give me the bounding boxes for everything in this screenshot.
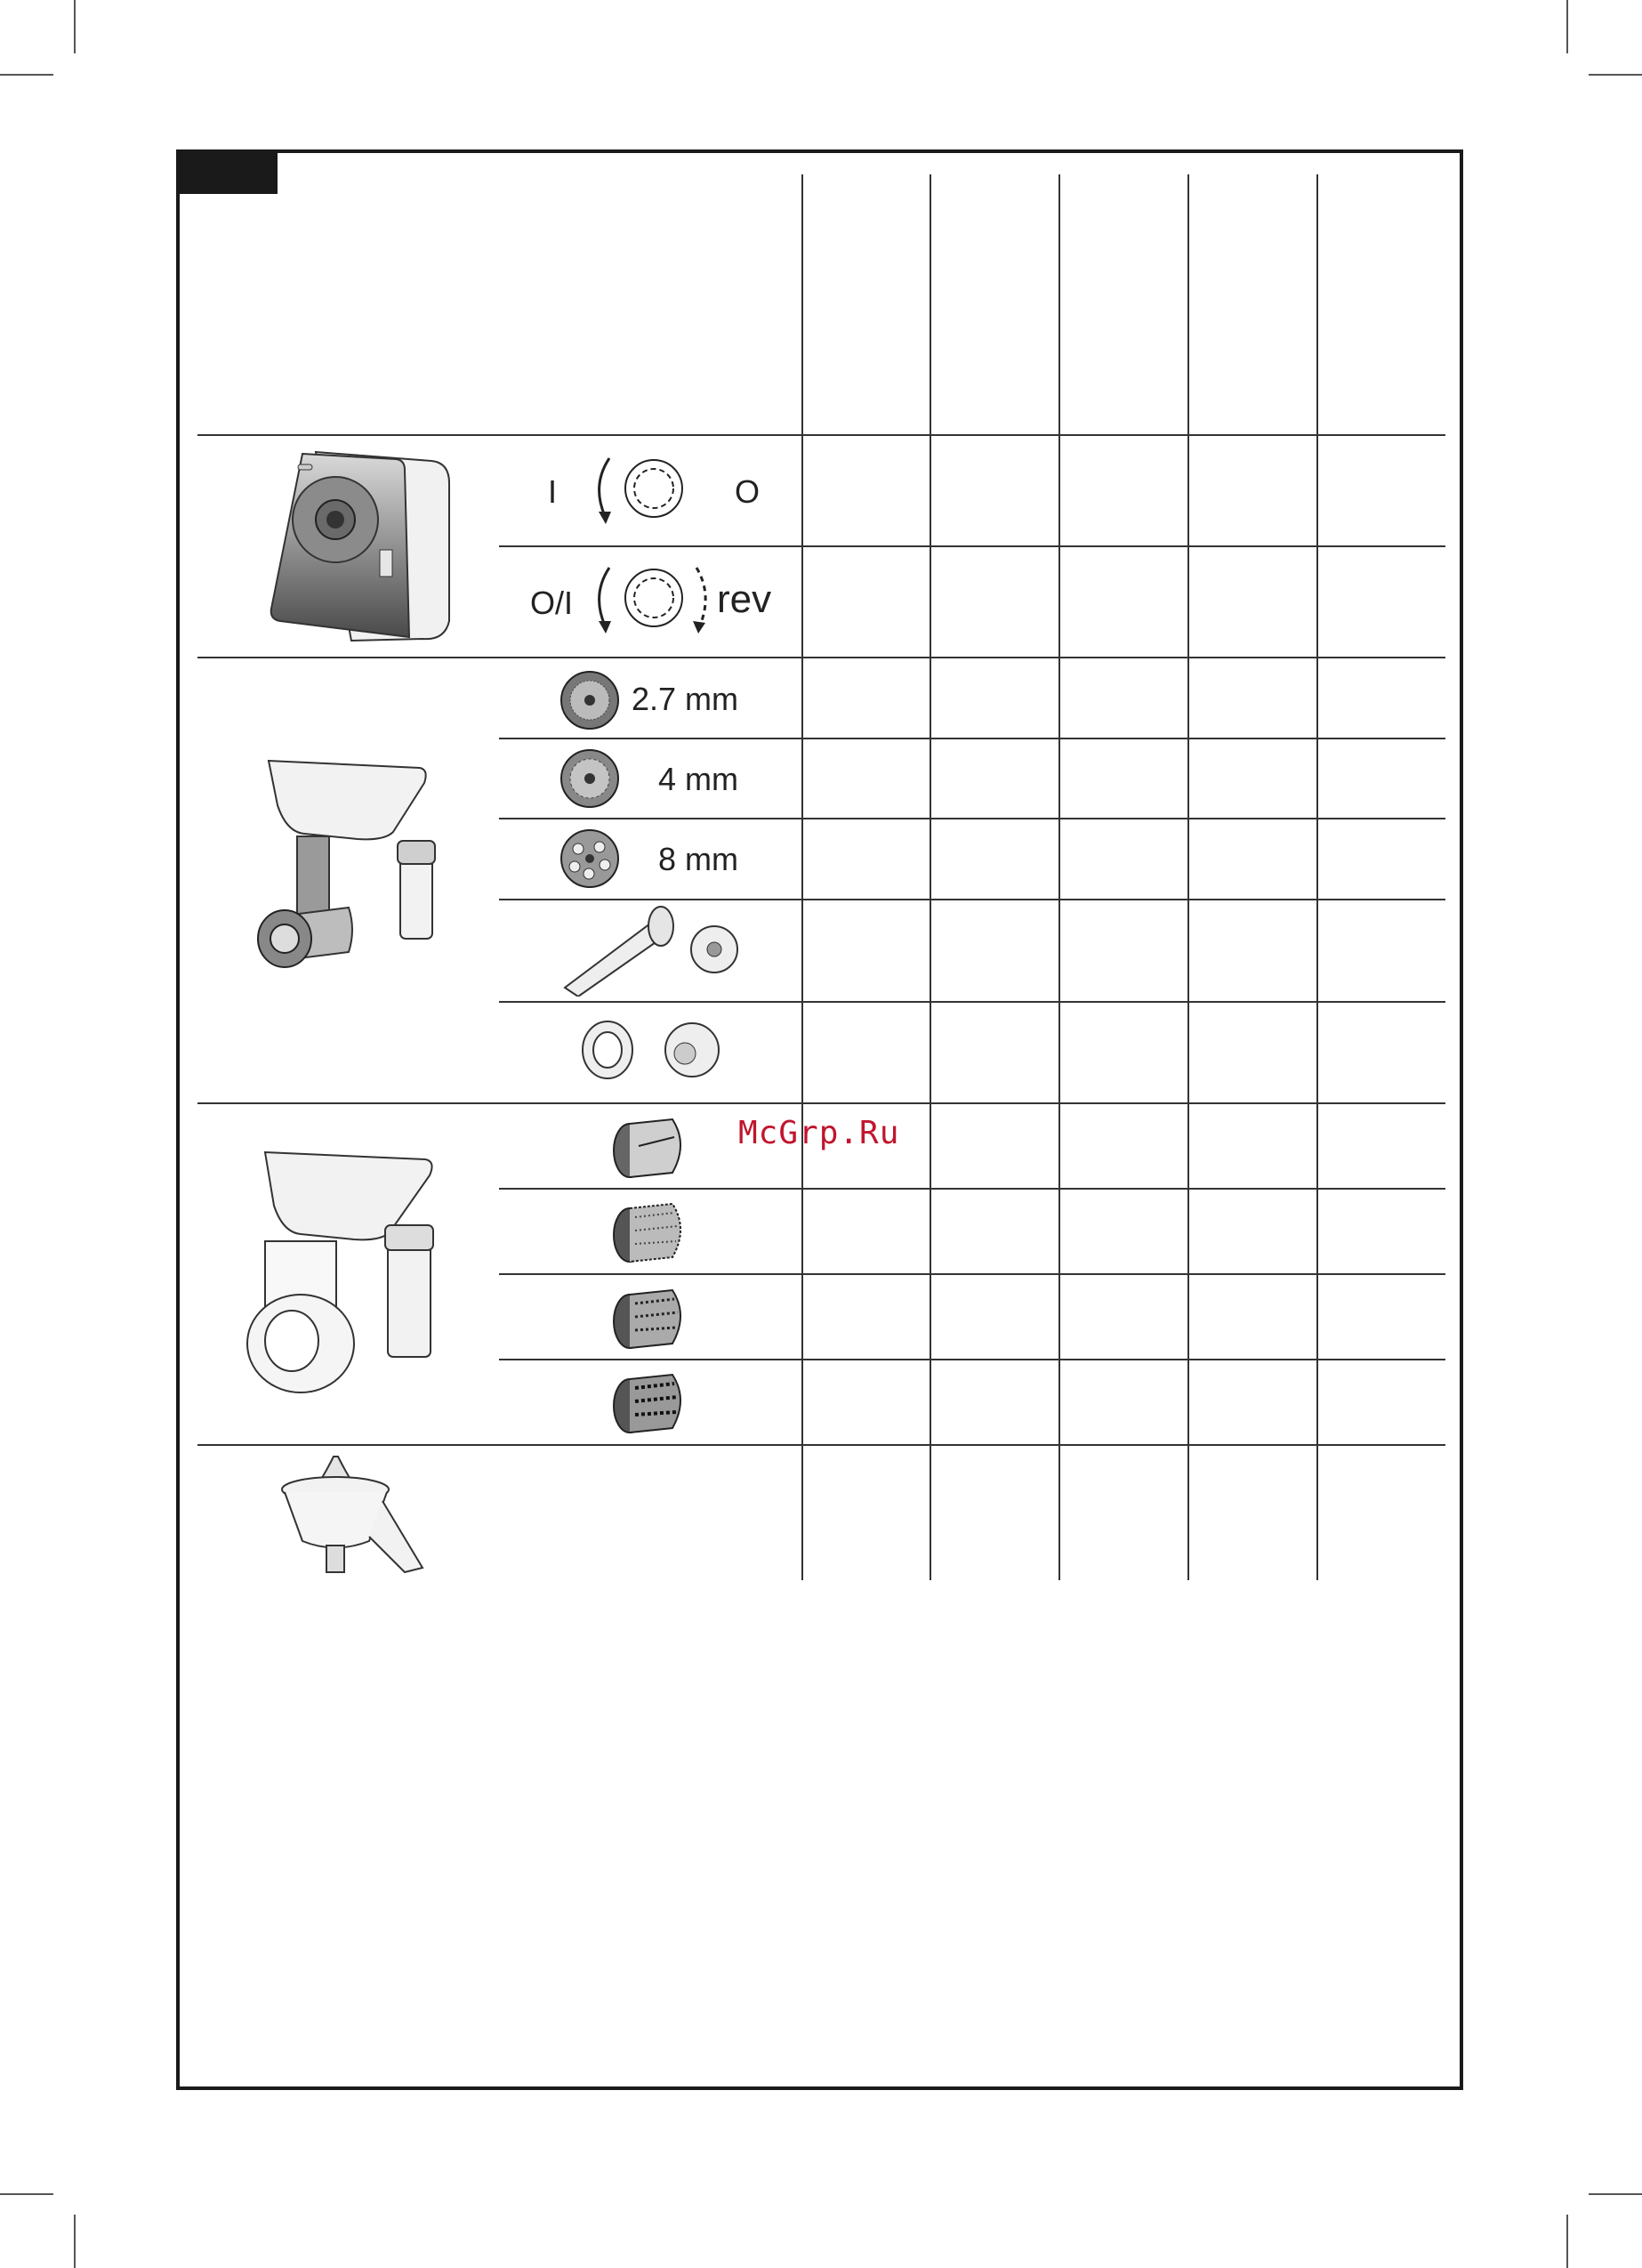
crop-mark-bl-h	[0, 2193, 53, 2195]
citrus-press-illustration	[271, 1452, 431, 1581]
rotation-reverse-icon	[592, 559, 716, 639]
slicing-drum-icon	[612, 1110, 692, 1182]
watermark: McGrp.Ru	[738, 1115, 900, 1151]
crop-mark-br-h	[1589, 2193, 1642, 2195]
grid-row-line	[499, 1359, 1445, 1360]
grid-col-3	[1058, 174, 1060, 1580]
crop-mark-tl-v	[74, 0, 76, 53]
grid-row-line	[499, 818, 1445, 819]
grid-col-1	[801, 174, 803, 1580]
fine-grating-drum-icon	[612, 1195, 692, 1266]
medium-disc-icon	[559, 747, 621, 810]
disc-size-label: 4 mm	[658, 761, 738, 797]
crop-mark-tl-h	[0, 74, 53, 76]
grid-section-line	[197, 1444, 1445, 1446]
grid-row-line	[499, 1273, 1445, 1275]
grid-section-line	[197, 434, 1445, 436]
fine-disc-icon	[559, 669, 621, 731]
sausage-horn-icon	[556, 903, 752, 997]
disc-size-label: 8 mm	[658, 841, 738, 877]
kebbe-attachment-icon	[576, 1014, 728, 1086]
grid-row-line	[499, 738, 1445, 739]
coarse-disc-icon	[559, 827, 621, 890]
reverse-label: rev	[717, 577, 772, 621]
grid-row-line	[499, 899, 1445, 900]
crop-mark-tr-h	[1589, 74, 1642, 76]
switch-off-label: O	[735, 473, 761, 510]
switch-onoff-label: O/I	[530, 585, 574, 621]
grid-row-line	[499, 1001, 1445, 1003]
mincer-attachment-illustration	[251, 752, 464, 1001]
disc-size-label: 2.7 mm	[632, 681, 739, 717]
corner-tab	[178, 151, 278, 194]
coarse-grating-drum-icon	[612, 1366, 692, 1437]
grid-section-line	[197, 1102, 1445, 1104]
grid-col-2	[930, 174, 931, 1580]
medium-grating-drum-icon	[612, 1281, 692, 1352]
grid-row-line	[499, 1188, 1445, 1190]
motor-unit-illustration	[262, 443, 467, 648]
rotation-forward-icon	[592, 449, 698, 529]
switch-on-label: I	[548, 473, 558, 510]
crop-mark-tr-v	[1566, 0, 1568, 53]
grid-section-line	[197, 657, 1445, 658]
grid-row-line	[499, 545, 1445, 547]
slicer-attachment-illustration	[238, 1143, 461, 1415]
crop-mark-br-v	[1566, 2215, 1568, 2268]
crop-mark-bl-v	[74, 2215, 76, 2268]
grid-col-4	[1187, 174, 1189, 1580]
grid-col-5	[1316, 174, 1318, 1580]
